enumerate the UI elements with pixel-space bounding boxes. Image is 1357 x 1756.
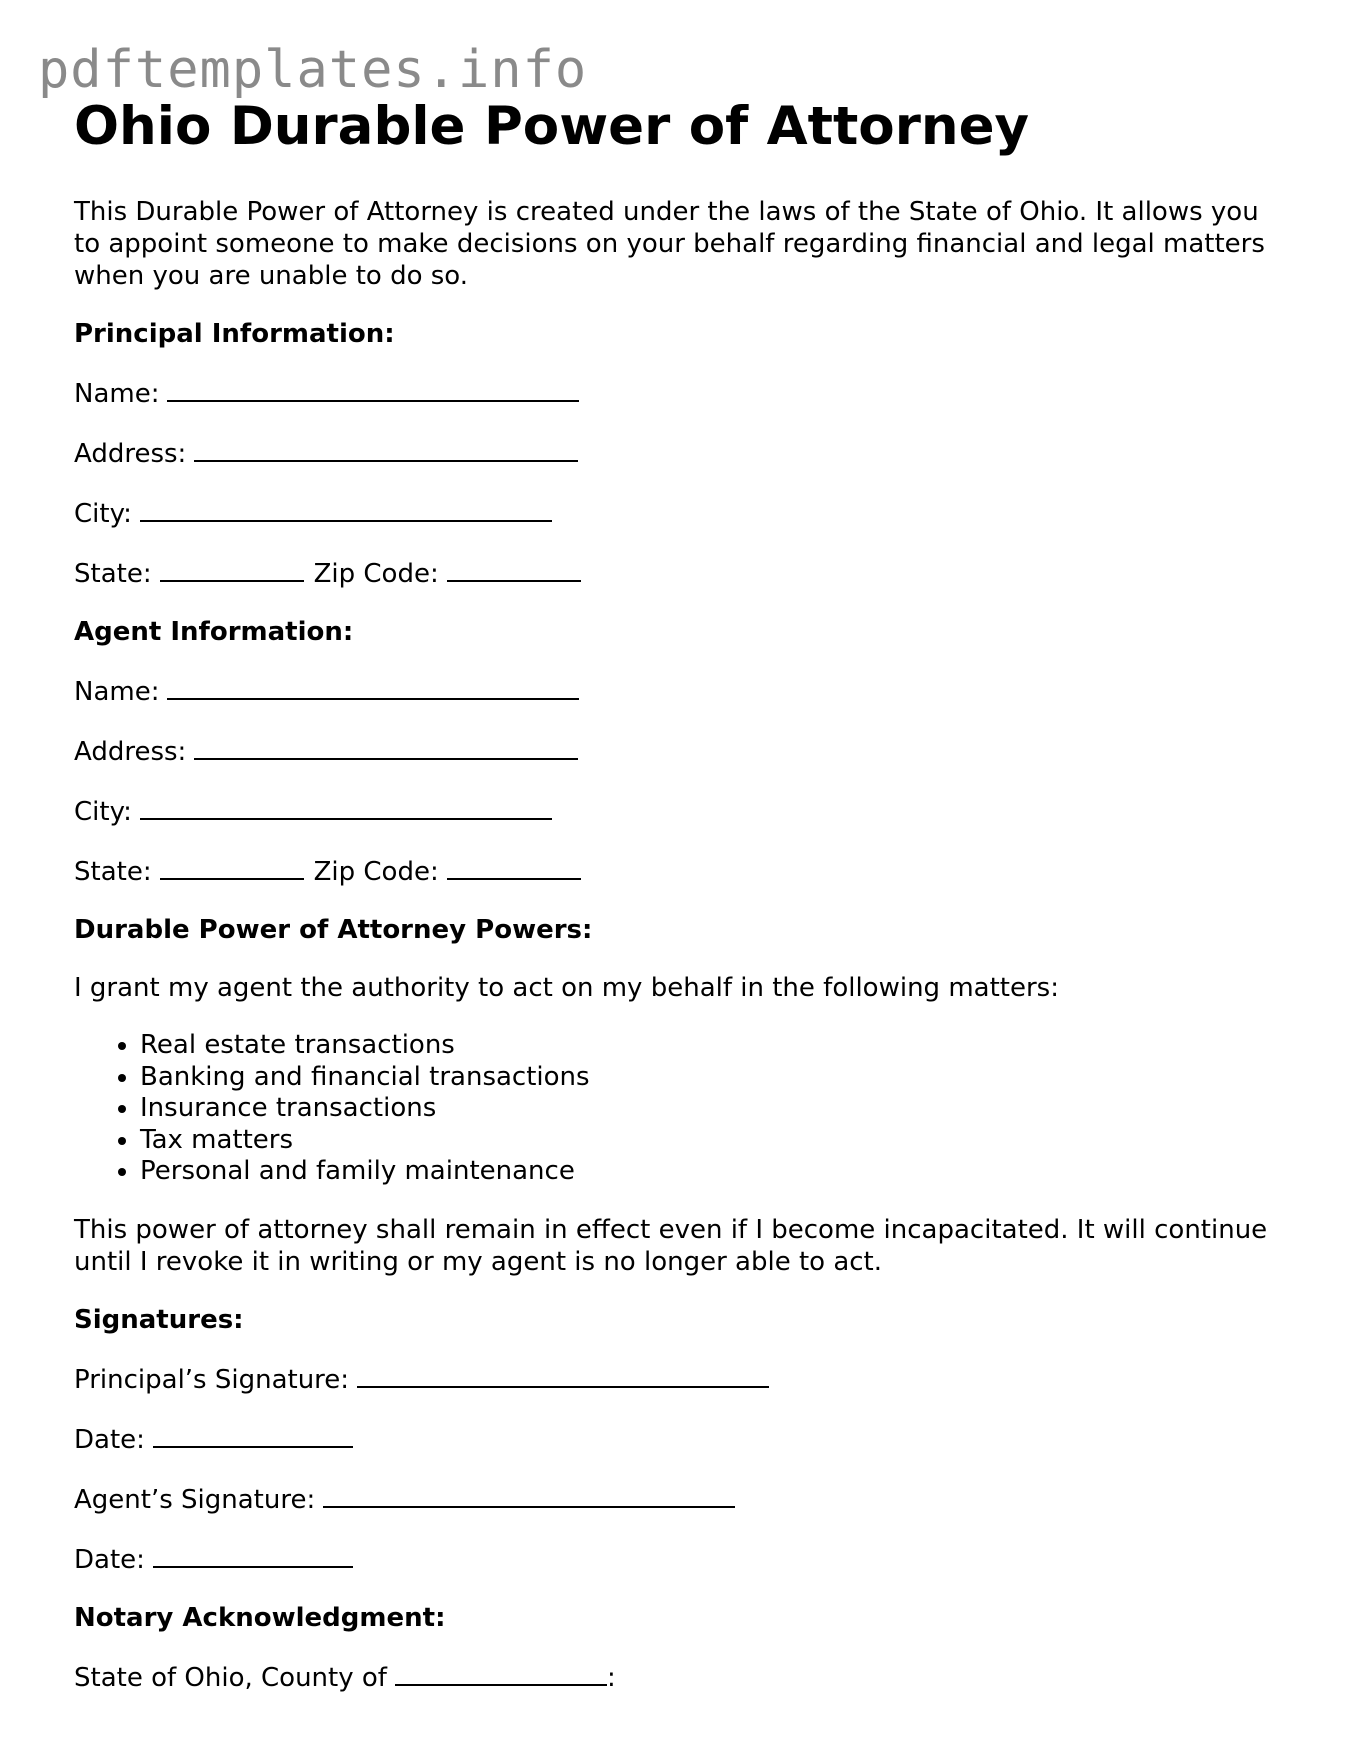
principal-date-field [74, 1422, 1274, 1456]
agent-city-field [74, 794, 1274, 828]
agent-state-blank[interactable] [160, 854, 304, 880]
intro-paragraph: This Durable Power of Attorney is created under the laws of the State of Ohio. It allows you to appoint someone to make decisions on your behalf regarding financial and legal matters when you are unable to do so. [74, 197, 1265, 291]
principal-state-blank[interactable] [160, 556, 304, 582]
agent-city-blank[interactable] [140, 794, 552, 820]
agent-signature-blank[interactable] [323, 1482, 735, 1508]
agent-zip-blank[interactable] [447, 854, 581, 880]
signatures-heading: Signatures: [74, 1304, 244, 1335]
agent-name-blank[interactable] [167, 674, 579, 700]
principal-signature-label: Principal’s Signature: [74, 1364, 350, 1395]
agent-signature-field [74, 1482, 1274, 1516]
principal-info-heading: Principal Information: [74, 319, 395, 349]
watermark-text: pdftemplates.info [38, 40, 588, 100]
principal-date-label: Date: [74, 1424, 145, 1455]
agent-address-blank[interactable] [194, 734, 578, 760]
agent-state-zip-field [74, 854, 1274, 888]
principal-state-label: State: [74, 559, 152, 589]
notary-county-label: State of Ohio, County of [74, 1662, 387, 1693]
agent-name-field [74, 674, 1274, 708]
list-item: • Tax matters [140, 1125, 1274, 1157]
agent-signature-label: Agent’s Signature: [74, 1484, 316, 1515]
principal-address-blank[interactable] [194, 436, 578, 462]
notary-heading: Notary Acknowledgment: [74, 1602, 446, 1633]
principal-signature-blank[interactable] [357, 1362, 769, 1388]
agent-date-field [74, 1542, 1274, 1576]
list-item: • Real estate transactions [140, 1030, 1274, 1062]
list-item: • Personal and family maintenance [140, 1156, 1274, 1188]
notary-county-blank[interactable] [395, 1660, 607, 1686]
agent-zip-label: Zip Code: [313, 857, 439, 887]
agent-date-label: Date: [74, 1544, 145, 1575]
principal-zip-blank[interactable] [447, 556, 581, 582]
notary-county-suffix: : [606, 1662, 616, 1693]
agent-address-label: Address: [74, 737, 187, 767]
agent-city-label: City: [74, 797, 132, 827]
powers-heading: Durable Power of Attorney Powers: [74, 915, 593, 945]
principal-name-field [74, 376, 1274, 410]
agent-address-field [74, 734, 1274, 768]
principal-signature-field [74, 1362, 1274, 1396]
durability-paragraph: This power of attorney shall remain in effect even if I become incapacitated. It will continue until I revoke it in writing or my agent is no longer able to act. [74, 1214, 1268, 1277]
principal-address-label: Address: [74, 439, 187, 469]
agent-date-blank[interactable] [153, 1542, 353, 1568]
principal-city-blank[interactable] [140, 496, 552, 522]
list-item: • Insurance transactions [140, 1093, 1274, 1125]
principal-state-zip-field [74, 556, 1274, 590]
agent-info-heading: Agent Information: [74, 617, 354, 647]
principal-city-field [74, 496, 1274, 530]
powers-list [74, 1030, 1274, 1188]
powers-lead-text: I grant my agent the authority to act on my behalf in the following matters: [74, 973, 1059, 1003]
principal-name-label: Name: [74, 379, 160, 409]
agent-state-label: State: [74, 857, 152, 887]
principal-date-blank[interactable] [153, 1422, 353, 1448]
agent-name-label: Name: [74, 677, 160, 707]
document-body [74, 92, 1274, 1694]
principal-name-blank[interactable] [167, 376, 579, 402]
document-title: Ohio Durable Power of Attorney [74, 96, 1030, 157]
notary-county-field [74, 1660, 1274, 1694]
list-item: • Banking and financial transactions [140, 1062, 1274, 1094]
principal-address-field [74, 436, 1274, 470]
principal-city-label: City: [74, 499, 132, 529]
principal-zip-label: Zip Code: [313, 559, 439, 589]
